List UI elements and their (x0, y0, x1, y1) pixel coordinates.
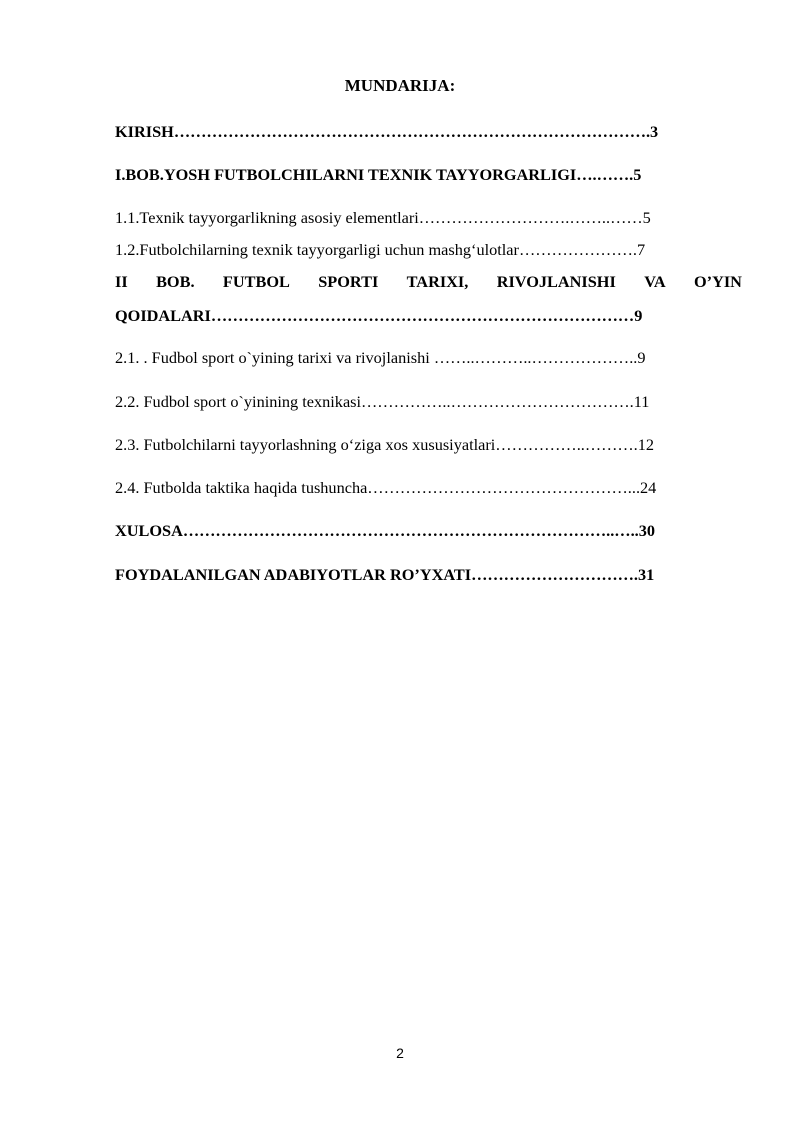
toc-entry-chapter-2-line-1 (115, 272, 742, 292)
toc-word: SPORTI (318, 272, 379, 291)
toc-entry-2-3: 2.3. Futbolchilarni tayyorlashning o‘ziga xos xususiyatlari……………..……….12 (115, 435, 655, 454)
toc-entry-2-1: 2.1. . Fudbol sport o`yining tarixi va rivojlanishi ……..………..………………..9 (115, 348, 646, 367)
toc-word: II (115, 272, 128, 291)
toc-entry-chapter-2-line-2: QOIDALARI……………………………………………………………………9 (115, 306, 643, 325)
toc-word: VA (644, 272, 666, 291)
toc-entry-chapter-1: I.BOB.YOSH FUTBOLCHILARNI TEXNIK TAYYORGARLIGI….…….5 (115, 165, 642, 184)
toc-word: O’YIN (693, 272, 742, 291)
toc-entry-xulosa: XULOSA……………………………………………………………………..…..30 (115, 521, 656, 540)
toc-word: BOB. (156, 272, 195, 291)
toc-entry-2-4: 2.4. Futbolda taktika haqida tushuncha…………………………………………...24 (115, 478, 657, 497)
toc-word: TARIXI, (406, 272, 469, 291)
toc-word: FUTBOL (222, 272, 290, 291)
toc-entry-2-2: 2.2. Fudbol sport o`yinining texnikasi……………..…………………………….11 (115, 392, 650, 411)
toc-title: MUNDARIJA: (344, 76, 456, 95)
toc-entry-1-2: 1.2.Futbolchilarning texnik tayyorgarligi uchun mashg‘ulotlar………………….7 (115, 240, 646, 259)
toc-entry-1-1: 1.1.Texnik tayyorgarlikning asosiy elementlari……………………….……..……5 (115, 208, 651, 227)
toc-word: RIVOJLANISHI (496, 272, 616, 291)
toc-entry-kirish: KIRISH…………………………………………………………………………….3 (115, 122, 659, 141)
toc-entry-bibliography: FOYDALANILGAN ADABIYOTLAR RO’YXATI………………………….31 (115, 565, 655, 584)
page-number: 2 (396, 1045, 404, 1061)
